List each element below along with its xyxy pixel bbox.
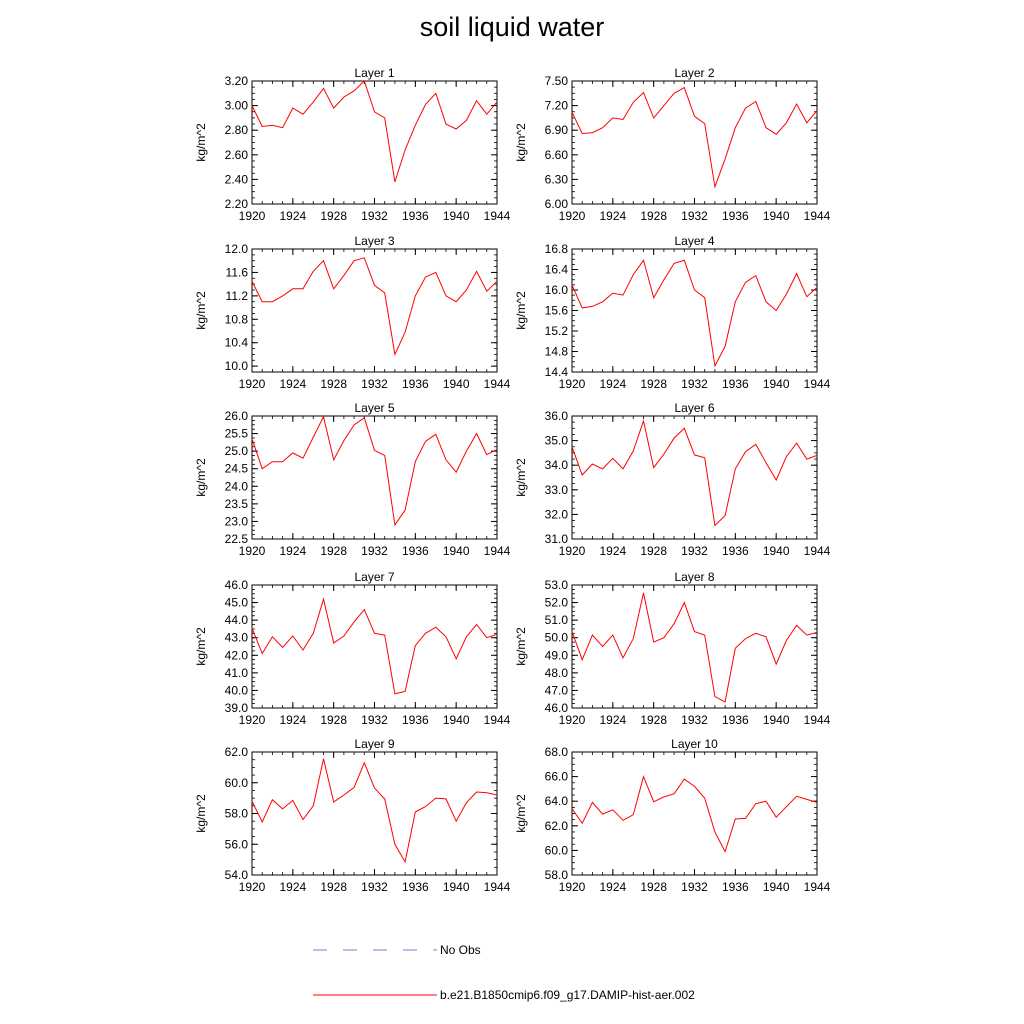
y-tick-label: 62.0 (544, 818, 568, 833)
y-tick-label: 60.0 (544, 843, 568, 858)
y-tick-label: 14.4 (544, 365, 568, 379)
x-tick-label: 1928 (320, 713, 348, 727)
y-axis-label: kg/m^2 (194, 627, 208, 666)
x-tick-label: 1932 (361, 880, 388, 894)
y-tick-label: 39.0 (224, 701, 248, 715)
x-tick-label: 1928 (320, 544, 348, 558)
y-tick-label: 14.8 (544, 344, 568, 359)
panel-title: Layer 1 (354, 66, 395, 80)
panel-layer-4 (514, 234, 831, 391)
y-tick-label: 16.0 (544, 283, 568, 297)
y-tick-label: 11.6 (225, 265, 248, 280)
x-tick-label: 1936 (721, 880, 749, 894)
x-tick-label: 1944 (483, 880, 511, 894)
x-tick-label: 1924 (599, 209, 627, 223)
x-tick-label: 1920 (238, 209, 266, 223)
x-tick-label: 1932 (361, 209, 388, 223)
x-tick-label: 1924 (279, 713, 307, 727)
plot-frame (572, 585, 817, 708)
x-tick-label: 1936 (721, 544, 749, 558)
y-axis-label: kg/m^2 (194, 123, 208, 162)
x-tick-label: 1940 (442, 713, 470, 727)
plot-frame (252, 585, 497, 708)
y-tick-label: 15.2 (544, 324, 568, 338)
panel-title: Layer 4 (674, 234, 715, 248)
x-tick-label: 1932 (361, 544, 388, 558)
series-line (572, 421, 817, 526)
x-tick-label: 1924 (599, 544, 627, 558)
x-tick-label: 1944 (483, 713, 511, 727)
y-tick-label: 42.0 (224, 648, 248, 663)
y-tick-label: 32.0 (544, 507, 568, 522)
x-tick-label: 1924 (599, 880, 627, 894)
panel-title: Layer 10 (671, 737, 718, 751)
x-tick-label: 1944 (803, 209, 831, 223)
y-tick-label: 16.4 (544, 262, 568, 277)
y-axis-label: kg/m^2 (194, 291, 208, 330)
y-tick-label: 52.0 (544, 595, 568, 610)
y-tick-label: 22.5 (224, 532, 248, 546)
y-tick-label: 53.0 (544, 578, 568, 592)
plot-frame (572, 416, 817, 539)
x-tick-label: 1920 (558, 377, 586, 391)
x-tick-label: 1920 (558, 209, 586, 223)
series-line (252, 417, 497, 525)
x-tick-label: 1940 (762, 713, 790, 727)
x-tick-label: 1928 (320, 209, 348, 223)
y-tick-label: 10.8 (224, 312, 248, 327)
y-tick-label: 3.20 (224, 74, 248, 88)
y-tick-label: 6.30 (544, 172, 568, 187)
panel-title: Layer 2 (674, 66, 715, 80)
x-tick-label: 1920 (558, 713, 586, 727)
x-tick-label: 1944 (483, 209, 511, 223)
x-tick-label: 1928 (320, 880, 348, 894)
y-tick-label: 58.0 (224, 806, 248, 821)
y-tick-label: 44.0 (224, 613, 248, 628)
y-tick-label: 25.5 (224, 426, 248, 441)
plot-frame (572, 249, 817, 372)
x-tick-label: 1932 (681, 209, 708, 223)
y-axis-label: kg/m^2 (194, 794, 208, 833)
y-tick-label: 40.0 (224, 683, 248, 698)
y-tick-label: 6.90 (544, 123, 568, 138)
y-tick-label: 58.0 (544, 868, 568, 882)
x-tick-label: 1936 (721, 377, 749, 391)
x-tick-label: 1944 (803, 377, 831, 391)
x-tick-label: 1928 (320, 377, 348, 391)
y-tick-label: 23.0 (224, 514, 248, 529)
x-tick-label: 1924 (599, 377, 627, 391)
x-tick-label: 1936 (721, 209, 749, 223)
plot-frame (252, 249, 497, 372)
x-tick-label: 1940 (762, 544, 790, 558)
y-tick-label: 6.00 (544, 197, 568, 211)
x-tick-label: 1944 (803, 880, 831, 894)
x-tick-label: 1940 (442, 377, 470, 391)
panel-title: Layer 6 (674, 401, 715, 415)
y-tick-label: 2.20 (224, 197, 248, 211)
y-tick-label: 12.0 (224, 242, 248, 256)
y-tick-label: 49.0 (544, 648, 568, 663)
series-line (252, 759, 497, 862)
y-tick-label: 25.0 (224, 444, 248, 459)
y-tick-label: 36.0 (544, 409, 568, 423)
y-tick-label: 2.60 (224, 147, 248, 162)
panel-title: Layer 8 (674, 570, 715, 584)
panel-title: Layer 5 (354, 401, 395, 415)
y-tick-label: 64.0 (544, 794, 568, 809)
x-tick-label: 1936 (401, 544, 429, 558)
series-line (572, 260, 817, 366)
y-tick-label: 51.0 (544, 613, 568, 628)
panel-layer-2 (514, 66, 831, 223)
legend-no-obs-label: No Obs (440, 943, 481, 957)
y-tick-label: 62.0 (224, 745, 248, 759)
x-tick-label: 1920 (238, 377, 266, 391)
x-tick-label: 1940 (762, 880, 790, 894)
series-line (572, 88, 817, 187)
x-tick-label: 1944 (803, 544, 831, 558)
y-tick-label: 60.0 (224, 775, 248, 790)
x-tick-label: 1936 (401, 713, 429, 727)
x-tick-label: 1928 (640, 377, 668, 391)
x-tick-label: 1924 (279, 880, 307, 894)
y-tick-label: 48.0 (544, 665, 568, 680)
y-tick-label: 24.0 (224, 479, 248, 494)
x-tick-label: 1932 (681, 713, 708, 727)
x-tick-label: 1924 (599, 713, 627, 727)
x-tick-label: 1924 (279, 544, 307, 558)
x-tick-label: 1940 (442, 209, 470, 223)
y-tick-label: 15.6 (544, 303, 568, 318)
x-tick-label: 1936 (401, 209, 429, 223)
panel-layer-8 (514, 570, 831, 727)
y-tick-label: 47.0 (544, 683, 568, 698)
y-tick-label: 54.0 (224, 868, 248, 882)
y-tick-label: 3.00 (224, 98, 248, 113)
y-tick-label: 45.0 (224, 595, 248, 610)
y-tick-label: 2.40 (224, 172, 248, 187)
y-tick-label: 7.20 (544, 98, 568, 113)
panel-title: Layer 9 (354, 737, 395, 751)
x-tick-label: 1920 (238, 544, 266, 558)
x-tick-label: 1940 (442, 880, 470, 894)
panel-layer-10 (514, 737, 831, 894)
series-line (252, 81, 497, 182)
panel-layer-6 (514, 401, 831, 558)
y-tick-label: 33.0 (544, 482, 568, 497)
y-tick-label: 31.0 (544, 532, 568, 546)
x-tick-label: 1940 (762, 209, 790, 223)
y-tick-label: 2.80 (224, 123, 248, 138)
panel-layer-1 (194, 66, 511, 223)
x-tick-label: 1940 (762, 377, 790, 391)
x-tick-label: 1924 (279, 377, 307, 391)
x-tick-label: 1936 (401, 880, 429, 894)
plot-frame (252, 81, 497, 204)
x-tick-label: 1936 (721, 713, 749, 727)
y-axis-label: kg/m^2 (194, 458, 208, 497)
x-tick-label: 1928 (640, 880, 668, 894)
x-tick-label: 1932 (361, 713, 388, 727)
x-tick-label: 1932 (681, 880, 708, 894)
panel-title: Layer 7 (354, 570, 395, 584)
y-axis-label: kg/m^2 (514, 794, 528, 833)
x-tick-label: 1920 (238, 713, 266, 727)
y-tick-label: 43.0 (224, 630, 248, 645)
chart-main-title: soil liquid water (419, 12, 605, 42)
x-tick-label: 1944 (483, 544, 511, 558)
plot-frame (252, 416, 497, 539)
x-tick-label: 1920 (558, 880, 586, 894)
y-tick-label: 66.0 (544, 769, 568, 784)
panel-layer-9 (194, 737, 511, 894)
y-tick-label: 46.0 (224, 578, 248, 592)
series-line (252, 599, 497, 694)
x-tick-label: 1944 (483, 377, 511, 391)
y-tick-label: 34.0 (544, 458, 568, 473)
panel-layer-5 (194, 401, 511, 558)
x-tick-label: 1928 (640, 544, 668, 558)
y-tick-label: 7.50 (544, 74, 568, 88)
y-tick-label: 10.0 (224, 359, 248, 374)
x-tick-label: 1944 (803, 713, 831, 727)
x-tick-label: 1932 (361, 377, 388, 391)
series-line (572, 777, 817, 852)
panel-title: Layer 3 (354, 234, 395, 248)
series-line (572, 593, 817, 702)
y-tick-label: 35.0 (544, 433, 568, 448)
y-tick-label: 68.0 (544, 745, 568, 759)
y-tick-label: 46.0 (544, 701, 568, 715)
y-tick-label: 41.0 (224, 665, 248, 680)
y-tick-label: 50.0 (544, 630, 568, 645)
y-tick-label: 6.60 (544, 147, 568, 162)
y-axis-label: kg/m^2 (514, 291, 528, 330)
x-tick-label: 1940 (442, 544, 470, 558)
x-tick-label: 1928 (640, 209, 668, 223)
y-tick-label: 11.2 (225, 288, 248, 303)
y-tick-label: 24.5 (224, 461, 248, 476)
y-tick-label: 23.5 (224, 496, 248, 511)
y-tick-label: 26.0 (224, 409, 248, 423)
x-tick-label: 1932 (681, 377, 708, 391)
x-tick-label: 1928 (640, 713, 668, 727)
legend-model-label: b.e21.B1850cmip6.f09_g17.DAMIP-hist-aer.002 (440, 988, 695, 1002)
y-axis-label: kg/m^2 (514, 123, 528, 162)
y-axis-label: kg/m^2 (514, 627, 528, 666)
panel-layer-7 (194, 570, 511, 727)
x-tick-label: 1924 (279, 209, 307, 223)
x-tick-label: 1920 (558, 544, 586, 558)
x-tick-label: 1932 (681, 544, 708, 558)
panel-layer-3 (194, 234, 511, 391)
x-tick-label: 1920 (238, 880, 266, 894)
x-tick-label: 1936 (401, 377, 429, 391)
y-tick-label: 56.0 (224, 837, 248, 852)
plot-frame (572, 81, 817, 204)
y-tick-label: 10.4 (224, 335, 248, 350)
y-axis-label: kg/m^2 (514, 458, 528, 497)
series-line (252, 258, 497, 355)
y-tick-label: 16.8 (544, 242, 568, 256)
